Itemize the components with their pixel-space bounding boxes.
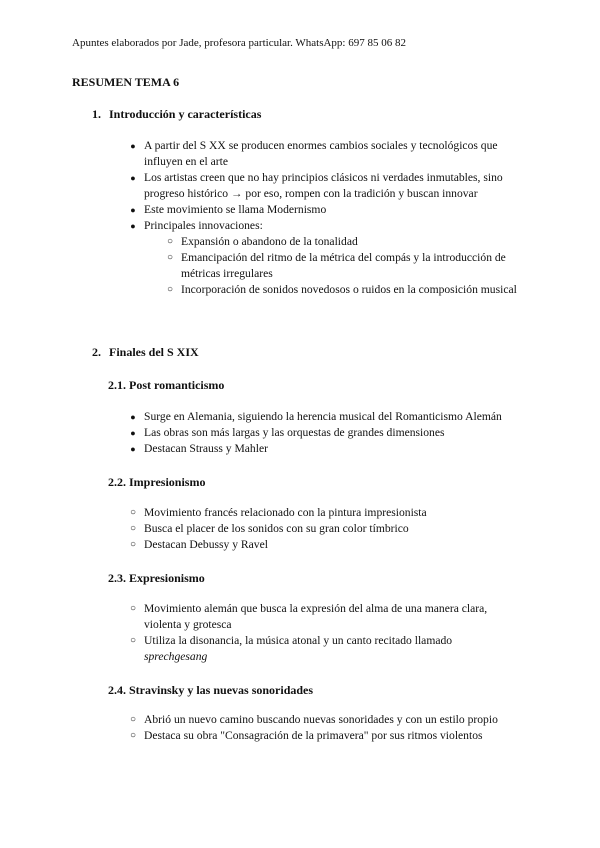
list-item-text: Las obras son más largas y las orquestas de grandes dimensiones xyxy=(144,426,445,439)
hollow-bullet-icon: ○ xyxy=(129,603,137,614)
list-item xyxy=(129,633,524,665)
list-item xyxy=(130,218,524,298)
list-item-text: Movimiento alemán que busca la expresión del alma de una manera clara, violenta y grotesca xyxy=(144,602,488,631)
list-item xyxy=(130,425,524,441)
list-item-text: Busca el placer de los sonidos con su gran color tímbrico xyxy=(144,522,409,535)
hollow-bullet-icon: ○ xyxy=(129,714,137,725)
section-number: 1. xyxy=(92,107,101,121)
subsection-2-4-heading: 2.4. Stravinsky y las nuevas sonoridades xyxy=(108,683,314,697)
hollow-bullet-icon: ○ xyxy=(166,236,174,247)
bullet-icon: ● xyxy=(130,173,136,183)
subsection-2-4-list xyxy=(129,712,524,744)
list-item-text: Surge en Alemania, siguiendo la herencia musical del Romanticismo Alemán xyxy=(144,410,502,423)
list-item-text: Destaca su obra "Consagración de la primavera" por sus ritmos violentos xyxy=(144,729,483,742)
bullet-icon: ● xyxy=(130,141,136,151)
list-item xyxy=(130,409,524,425)
list-item-text: Destacan Strauss y Mahler xyxy=(144,442,268,455)
bullet-icon: ● xyxy=(130,221,136,231)
list-item xyxy=(129,601,524,633)
section-1-list xyxy=(130,138,524,298)
nested-list-item xyxy=(166,250,524,282)
list-item-text: Utiliza la disonancia, la música atonal y un canto recitado llamado xyxy=(144,634,453,647)
section-title: Introducción y características xyxy=(109,107,262,121)
list-item xyxy=(129,712,524,728)
list-item-text: Los artistas creen que no hay principios clásicos ni verdades inmutables, sino progreso histórico → por eso, rompen con la tradición y buscan innovar xyxy=(144,171,503,200)
section-2-heading xyxy=(92,344,199,360)
list-item xyxy=(130,170,524,202)
bullet-icon: ● xyxy=(130,412,136,422)
list-item-text: Emancipación del ritmo de la métrica del compás y la introducción de métricas irregulares xyxy=(181,251,506,280)
list-item xyxy=(129,537,524,553)
bullet-icon: ● xyxy=(130,205,136,215)
subsection-2-1-list xyxy=(130,409,524,457)
subsection-2-1-heading: 2.1. Post romanticismo xyxy=(108,378,225,392)
page-header: Apuntes elaborados por Jade, profesora particular. WhatsApp: 697 85 06 82 xyxy=(72,37,406,49)
hollow-bullet-icon: ○ xyxy=(129,730,137,741)
list-item-text: A partir del S XX se producen enormes cambios sociales y tecnológicos que influyen en el arte xyxy=(144,139,498,168)
hollow-bullet-icon: ○ xyxy=(166,284,174,295)
list-item xyxy=(129,728,524,744)
subsection-2-2-heading: 2.2. Impresionismo xyxy=(108,475,206,489)
document-title: RESUMEN TEMA 6 xyxy=(72,75,180,89)
list-item-text: Destacan Debussy y Ravel xyxy=(144,538,268,551)
section-title: Finales del S XIX xyxy=(109,345,199,359)
list-item xyxy=(130,138,524,170)
nested-list-item xyxy=(166,282,524,298)
section-number: 2. xyxy=(92,345,101,359)
list-item-text: Movimiento francés relacionado con la pintura impresionista xyxy=(144,506,427,519)
hollow-bullet-icon: ○ xyxy=(129,635,137,646)
hollow-bullet-icon: ○ xyxy=(129,523,137,534)
subsection-2-2-list xyxy=(129,505,524,553)
nested-list-item xyxy=(166,234,524,250)
bullet-icon: ● xyxy=(130,444,136,454)
hollow-bullet-icon: ○ xyxy=(129,539,137,550)
list-item xyxy=(129,505,524,521)
list-item-text: Expansión o abandono de la tonalidad xyxy=(181,235,358,248)
list-item xyxy=(130,441,524,457)
italic-term: sprechgesang xyxy=(144,650,208,663)
list-item-text: Principales innovaciones: xyxy=(144,219,263,232)
hollow-bullet-icon: ○ xyxy=(166,252,174,263)
bullet-icon: ● xyxy=(130,428,136,438)
hollow-bullet-icon: ○ xyxy=(129,507,137,518)
list-item xyxy=(130,202,524,218)
list-item xyxy=(129,521,524,537)
subsection-2-3-heading: 2.3. Expresionismo xyxy=(108,571,205,585)
subsection-2-3-list xyxy=(129,601,524,665)
list-item-text: Incorporación de sonidos novedosos o ruidos en la composición musical xyxy=(181,283,517,296)
list-item-text: Abrió un nuevo camino buscando nuevas sonoridades y con un estilo propio xyxy=(144,713,498,726)
nested-list xyxy=(166,234,524,298)
section-1-heading xyxy=(92,106,261,122)
list-item-text: Este movimiento se llama Modernismo xyxy=(144,203,327,216)
